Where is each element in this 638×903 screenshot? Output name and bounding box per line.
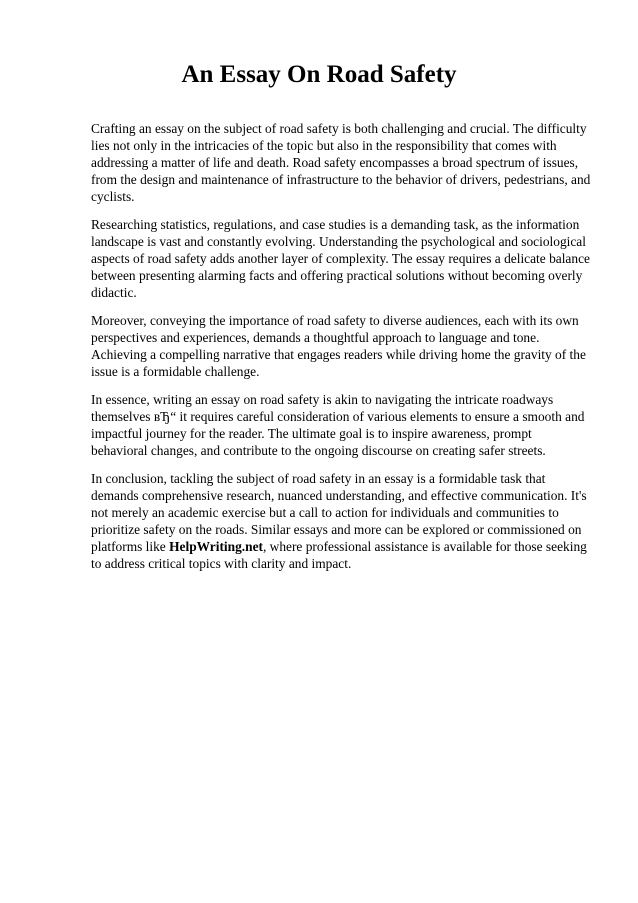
paragraph-3: Moreover, conveying the importance of road safety to diverse audiences, each with its own perspectives and experiences, demands a thoughtful approach to language and tone. Achieving a compelling narrative that engages readers while driving home the gravity of the issue is a formidable challenge. (91, 313, 586, 379)
document-body (91, 120, 591, 583)
paragraph-5-text-before: In conclusion, tackling the subject of road safety in an essay is a formidable task that demands comprehensive research, nuanced understanding, and effective communication. It's not merely an academic exercise but a call to action for individuals and communities to prioritize safety on the roads. Similar essays and more can be explored or commissioned on platforms like (91, 471, 587, 554)
paragraph-5-text-after: , where professional assistance is available for those seeking to address critical topics with clarity and impact. (91, 539, 587, 571)
paragraph-4: In essence, writing an essay on road safety is akin to navigating the intricate roadways themselves вЂ“ it requires careful consideration of various elements to ensure a smooth and impactful journey for the reader. The ultimate goal is to inspire awareness, prompt behavioral changes, and contribute to the ongoing discourse on creating safer streets. (91, 392, 585, 458)
paragraph-2: Researching statistics, regulations, and case studies is a demanding task, as the information landscape is vast and constantly evolving. Understanding the psychological and sociological aspects of road safety adds another layer of complexity. The essay requires a delicate balance between presenting alarming facts and offering practical solutions without becoming overly didactic. (91, 217, 590, 300)
brand-link-text: HelpWriting.net (169, 539, 263, 554)
paragraph-5 (91, 470, 591, 572)
paragraph-1: Crafting an essay on the subject of road safety is both challenging and crucial. The difficulty lies not only in the intricacies of the topic but also in the responsibility that comes with addressing a matter of life and death. Road safety encompasses a broad spectrum of issues, from the design and maintenance of infrastructure to the behavior of drivers, pedestrians, and cyclists. (91, 121, 591, 204)
document-title: An Essay On Road Safety (181, 61, 457, 88)
